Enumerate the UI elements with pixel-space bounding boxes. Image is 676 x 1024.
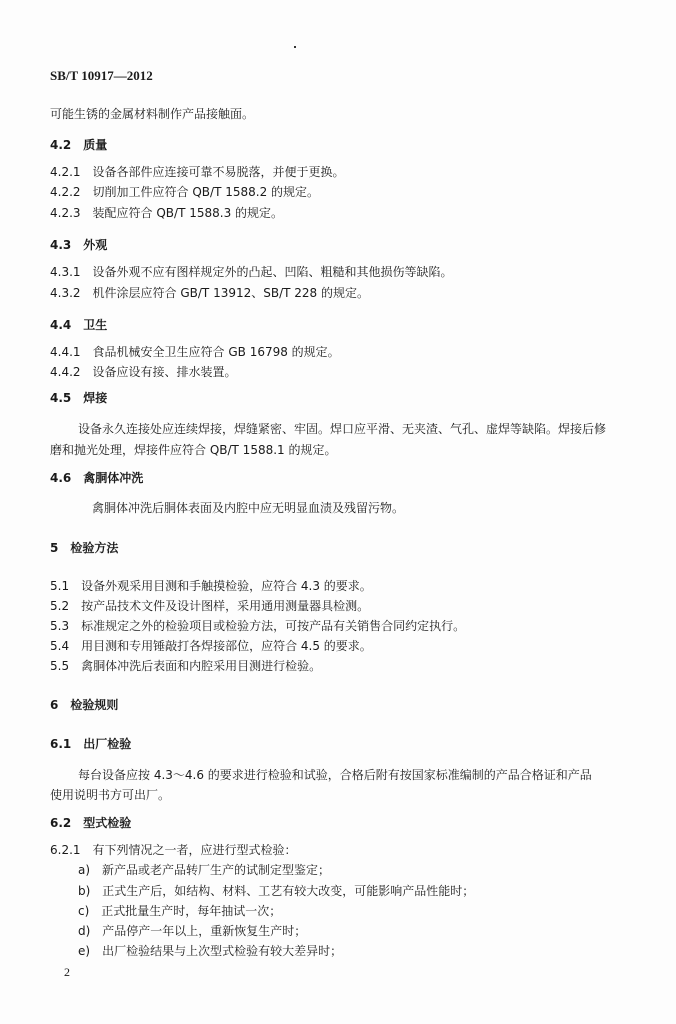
clause-5-3: 5.3 标准规定之外的检验项目或检验方法，可按产品有关销售合同约定执行。 — [50, 619, 466, 633]
standard-code: SB/T 10917—2012 — [50, 68, 153, 83]
paragraph-4-6: 禽胴体冲洗后胴体表面及内腔中应无明显血渍及残留污物。 — [92, 501, 405, 515]
clause-4-4-1: 4.4.1 食品机械安全卫生应符合 GB 16798 的规定。 — [50, 345, 340, 359]
section-heading-6: 6 检验规则 — [50, 698, 119, 712]
clause-4-4-2: 4.4.2 设备应设有接、排水装置。 — [50, 365, 237, 379]
paragraph-6-1-line2: 使用说明书方可出厂。 — [50, 788, 171, 802]
section-heading-4-4: 4.4 卫生 — [50, 318, 108, 332]
section-heading-4-6: 4.6 禽胴体冲洗 — [50, 471, 144, 485]
list-item-d: d) 产品停产一年以上，重新恢复生产时； — [78, 924, 307, 938]
text-line: 可能生锈的金属材料制作产品接触面。 — [50, 107, 255, 121]
clause-4-2-3: 4.2.3 装配应符合 QB/T 1588.3 的规定。 — [50, 206, 284, 220]
list-item-c: c) 正式批量生产时，每年抽试一次； — [78, 904, 282, 918]
section-heading-4-2: 4.2 质量 — [50, 138, 108, 152]
clause-5-1: 5.1 设备外观采用目测和手触摸检验，应符合 4.3 的要求。 — [50, 579, 372, 593]
paragraph-4-5-line1: 设备永久连接处应连续焊接，焊缝紧密、牢固。焊口应平滑、无夹渣、气孔、虚焊等缺陷。焊接后修 — [78, 422, 607, 436]
paragraph-4-5-line2: 磨和抛光处理，焊接件应符合 QB/T 1588.1 的规定。 — [50, 443, 337, 457]
clause-5-4: 5.4 用目测和专用锤敲打各焊接部位，应符合 4.5 的要求。 — [50, 639, 372, 653]
paragraph-6-1-line1: 每台设备应按 4.3～4.6 的要求进行检验和试验，合格后附有按国家标准编制的产品合格证和产品 — [78, 768, 592, 782]
clause-5-5: 5.5 禽胴体冲洗后表面和内腔采用目测进行检验。 — [50, 659, 322, 673]
section-heading-4-5: 4.5 焊接 — [50, 391, 108, 405]
clause-5-2: 5.2 按产品技术文件及设计图样，采用通用测量器具检测。 — [50, 599, 370, 613]
scan-speck — [294, 46, 296, 48]
clause-4-3-2: 4.3.2 机件涂层应符合 GB/T 13912、SB/T 228 的规定。 — [50, 286, 369, 300]
clause-4-3-1: 4.3.1 设备外观不应有图样规定外的凸起、凹陷、粗糙和其他损伤等缺陷。 — [50, 265, 453, 279]
clause-4-2-1: 4.2.1 设备各部件应连接可靠不易脱落，并便于更换。 — [50, 165, 345, 179]
list-item-e: e) 出厂检验结果与上次型式检验有较大差异时； — [78, 944, 343, 958]
clause-6-2-1: 6.2.1 有下列情况之一者，应进行型式检验： — [50, 843, 297, 857]
clause-4-2-2: 4.2.2 切削加工件应符合 QB/T 1588.2 的规定。 — [50, 185, 320, 199]
list-item-b: b) 正式生产后，如结构、材料、工艺有较大改变，可能影响产品性能时； — [78, 884, 475, 898]
section-heading-5: 5 检验方法 — [50, 541, 119, 555]
page-number: 2 — [64, 965, 70, 979]
section-heading-6-2: 6.2 型式检验 — [50, 816, 132, 830]
section-heading-4-3: 4.3 外观 — [50, 238, 108, 252]
section-heading-6-1: 6.1 出厂检验 — [50, 737, 132, 751]
list-item-a: a) 新产品或老产品转厂生产的试制定型鉴定； — [78, 863, 331, 877]
